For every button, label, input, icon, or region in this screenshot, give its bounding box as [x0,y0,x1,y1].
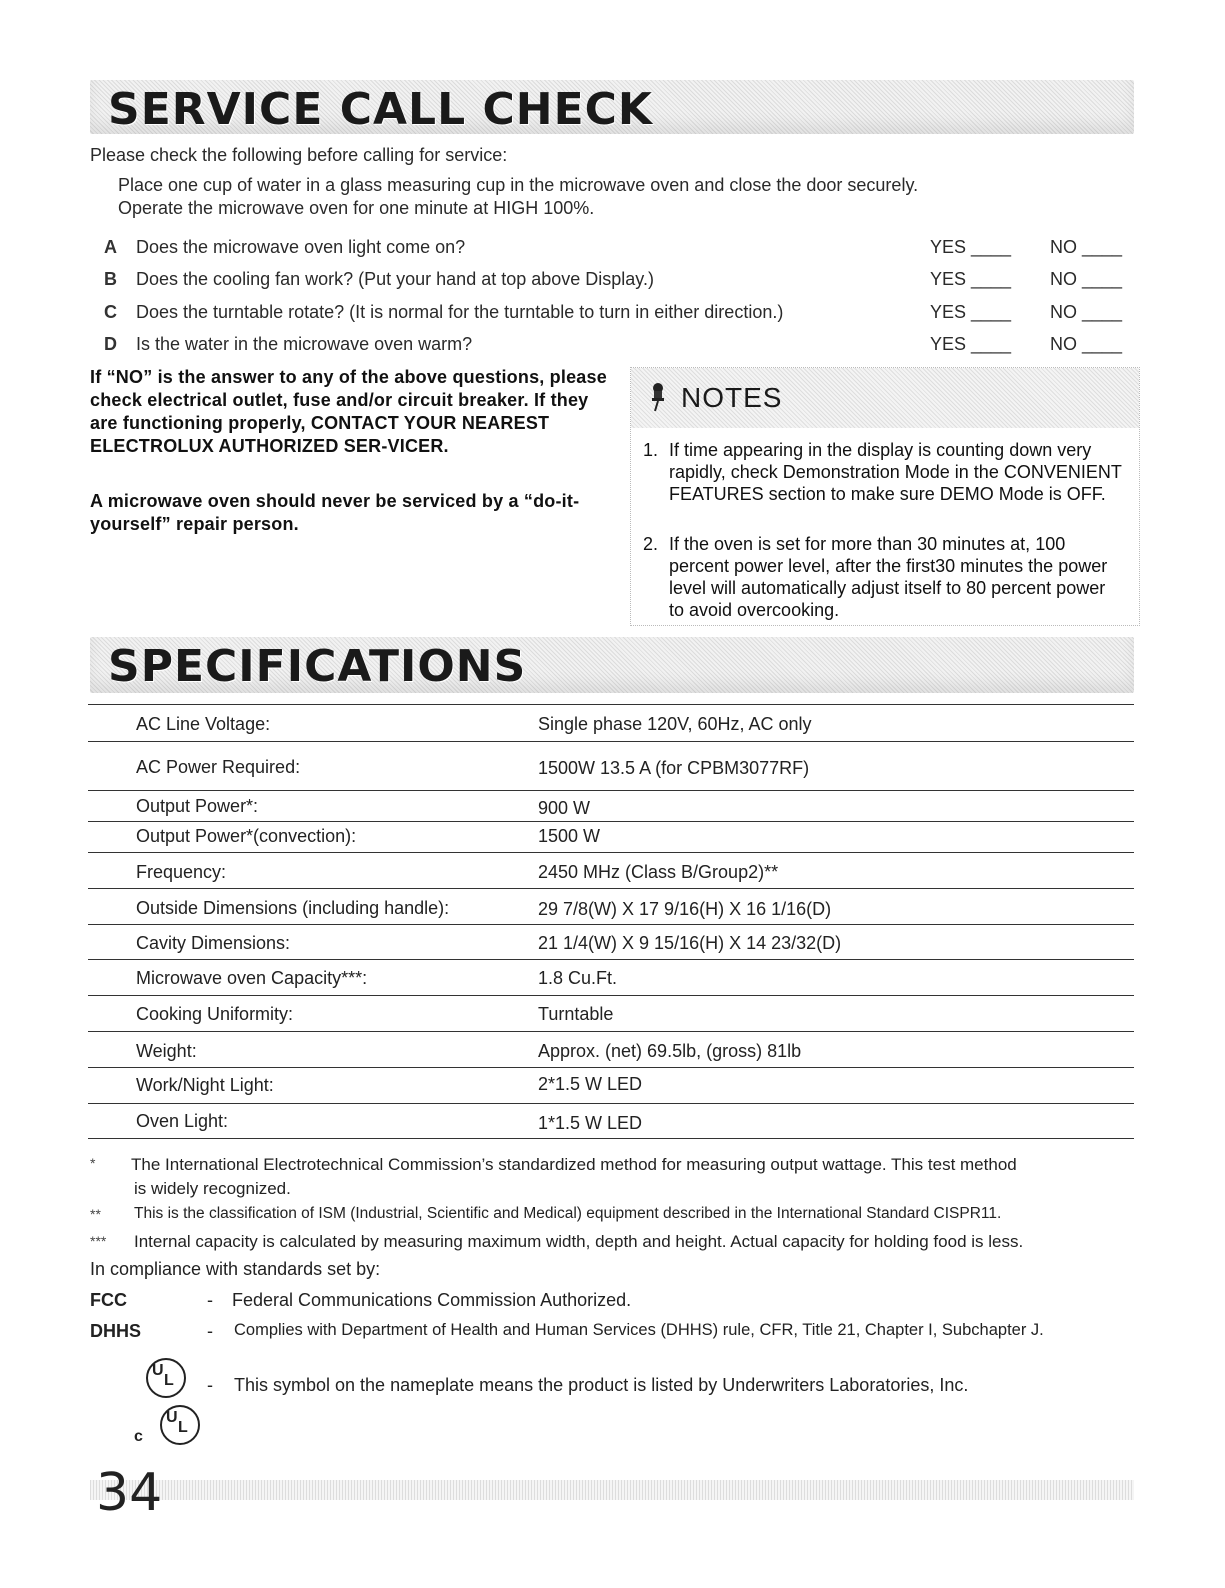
service-intro: Please check the following before calling for service: [90,145,508,165]
specifications-banner [90,637,1134,693]
no-field[interactable]: NO ____ [1050,237,1123,257]
no-field[interactable]: NO ____ [1050,302,1123,322]
spec-value: 1500W 13.5 A (for CPBM3077RF) [538,758,810,778]
footnote-mark-2: ** [90,1206,101,1222]
service-call-check-banner [90,80,1134,134]
spec-label: Output Power*(convection): [136,826,357,846]
table-row [88,704,1134,741]
table-row [88,790,1134,821]
question-text: Does the microwave oven light come on? [136,237,466,257]
question-text: Is the water in the microwave oven warm? [136,334,473,354]
spec-value: 2450 MHz (Class B/Group2)** [538,862,779,882]
table-row [88,924,1134,959]
cul-listed-icon: U L [160,1405,200,1445]
spec-label: Cooking Uniformity: [136,1004,294,1024]
spec-value: Turntable [538,1004,614,1024]
service-warning: If “NO” is the answer to any of the above questions, please check electrical outlet, fuse and/or circuit breaker. If they are functioning properly, CONTACT YOUR NEAREST ELECTROLUX AUTHORIZED SER-VICER. [90,367,607,456]
spec-label: Output Power*: [136,796,259,816]
footnote-mark-3: *** [90,1233,107,1249]
note-number: 2. [643,534,659,554]
notes-banner [631,368,1139,428]
spec-label: AC Power Required: [136,757,301,777]
spec-value: Single phase 120V, 60Hz, AC only [538,714,812,734]
table-row [88,1031,1134,1067]
spec-value: 1500 W [538,826,601,846]
spec-value: 1*1.5 W LED [538,1113,643,1133]
question-letter: A [104,237,117,257]
footnote-1-line-2: is widely recognized. [134,1179,291,1198]
footnote-mark-1: * [90,1155,96,1171]
note-item-1 [643,439,1123,505]
spec-value: 29 7/8(W) X 17 9/16(H) X 16 1/16(D) [538,899,832,919]
notes-title: NOTES [681,382,783,413]
spec-value: Approx. (net) 69.5lb, (gross) 81lb [538,1041,802,1061]
footnote-2: This is the classification of ISM (Industrial, Scientific and Medical) equipment described in the International Standard CISPR11. [134,1205,1002,1222]
spec-value: 1.8 Cu.Ft. [538,968,618,988]
fcc-label: FCC [90,1290,127,1310]
yes-field[interactable]: YES ____ [930,334,1012,354]
no-field[interactable]: NO ____ [1050,334,1123,354]
note-number: 1. [643,440,659,460]
table-row [88,741,1134,790]
spec-value: 21 1/4(W) X 9 15/16(H) X 14 23/32(D) [538,933,842,953]
table-row [88,959,1134,995]
dhhs-text: Complies with Department of Health and Human Services (DHHS) rule, CFR, Title 21, Chapter I, Subchapter J. [234,1321,1044,1339]
note-text: If the oven is set for more than 30 minutes at, 100 percent power level, after the first30 minutes the power level will automatically adjust itself to 80 percent power to avoid overcooking. [669,534,1108,620]
dhhs-dash: - [207,1321,213,1341]
fcc-text: Federal Communications Commission Authorized. [232,1290,632,1310]
service-instruction-1: Place one cup of water in a glass measuring cup in the microwave oven and close the door securely. [118,175,919,195]
specifications-title: SPECIFICATIONS [108,641,527,692]
service-call-check-title: SERVICE CALL CHECK [108,84,654,135]
spec-label: AC Line Voltage: [136,714,271,734]
spec-label: Weight: [136,1041,197,1061]
question-letter: D [104,334,117,354]
ul-dash: - [207,1375,213,1395]
yes-field[interactable]: YES ____ [930,269,1012,289]
spec-label: Work/Night Light: [136,1075,274,1095]
note-item-2 [643,533,1123,621]
page-number: 34 [96,1463,163,1523]
page-footer-band [90,1480,1134,1500]
diy-warning: A microwave oven should never be serviced by a “do-it-yourself” repair person. [90,491,580,534]
fcc-dash: - [207,1290,213,1310]
table-row [88,888,1134,924]
note-text: If time appearing in the display is counting down very rapidly, check Demonstration Mode in the CONVENIENT FEATURES section to make sure DEMO Mode is OFF. [669,440,1122,504]
spec-value: 900 W [538,798,591,818]
question-letter: B [104,269,117,289]
ul-text: This symbol on the nameplate means the product is listed by Underwriters Laboratories, Inc. [234,1375,969,1395]
cul-c-mark: c [134,1428,143,1445]
no-field[interactable]: NO ____ [1050,269,1123,289]
table-row [88,1103,1134,1139]
yes-field[interactable]: YES ____ [930,302,1012,322]
spec-label: Outside Dimensions (including handle): [136,898,450,918]
pushpin-icon [649,382,669,412]
spec-label: Microwave oven Capacity***: [136,968,368,988]
footnote-1-line-1: The International Electrotechnical Commission’s standardized method for measuring output wattage. This test method [131,1155,1017,1174]
yes-field[interactable]: YES ____ [930,237,1012,257]
ul-listed-icon: U L [146,1358,186,1398]
service-instruction-2: Operate the microwave oven for one minute at HIGH 100%. [118,198,595,218]
table-row [88,1067,1134,1103]
table-row [88,852,1134,888]
compliance-intro: In compliance with standards set by: [90,1259,381,1279]
table-row [88,995,1134,1031]
dhhs-label: DHHS [90,1321,142,1341]
spec-label: Cavity Dimensions: [136,933,291,953]
question-text: Does the cooling fan work? (Put your hand at top above Display.) [136,269,654,289]
spec-label: Oven Light: [136,1111,229,1131]
footnote-3: Internal capacity is calculated by measuring maximum width, depth and height. Actual capacity for holding food is less. [134,1232,1024,1251]
table-row [88,821,1134,852]
question-letter: C [104,302,117,322]
spec-label: Frequency: [136,862,227,882]
question-text: Does the turntable rotate? (It is normal for the turntable to turn in either direction.) [136,302,784,322]
notes-panel [630,367,1140,626]
spec-value: 2*1.5 W LED [538,1074,643,1094]
